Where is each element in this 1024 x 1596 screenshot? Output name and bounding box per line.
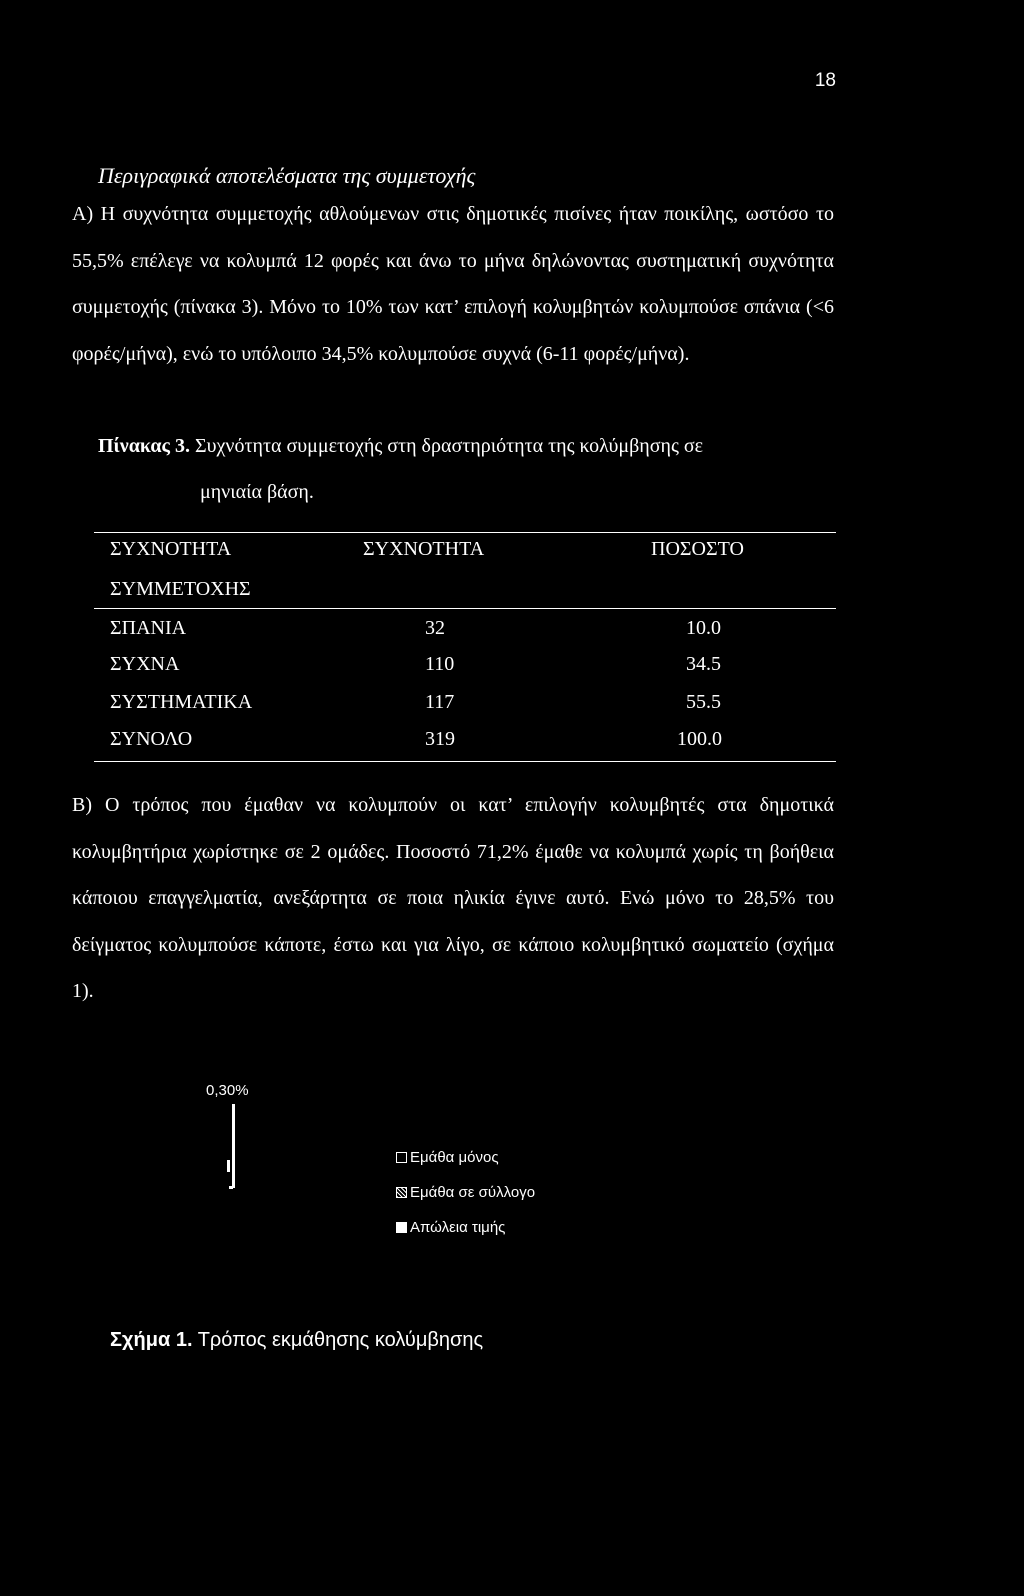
page-number: 18 [814, 70, 836, 91]
table-header-rule [94, 608, 836, 609]
table-row-frequency: 319 [425, 728, 455, 750]
legend-item [396, 1219, 505, 1236]
paragraph-b: Β) Ο τρόπος που έμαθαν να κολυμπούν οι κατ’ επιλογήν κολυμβητές στα δημοτικά κολυμβητήρια χωρίστηκε σε 2 ομάδες. Ποσοστό 71,2% έμαθε να κολυμπά χωρίς τη βοήθεια κάποιου επαγγελματία, ανεξάρτητα σε ποια ηλικία έγινε αυτό. Ενώ μόνο το 28,5% του δείγματος κολυμπούσε κάποτε, έστω και για λίγο, σε κάποιο κολυμβητικό σωματείο (σχήμα 1). [72, 794, 834, 1002]
chart-leader-line [232, 1104, 235, 1188]
legend-label: Απώλεια τιμής [410, 1219, 506, 1236]
table-caption-continuation: μηνιαία βάση. [200, 481, 314, 503]
paragraph-a: Α) Η συχνότητα συμμετοχής αθλούμενων στις δημοτικές πισίνες ήταν ποικίλης, ωστόσο το 55,5% επέλεγε να κολυμπά 12 φορές και άνω το μήνα δηλώνοντας συστηματική συχνότητα συμμετοχής (πίνακα 3). Μόνο το 10% των κατ’ επιλογή κολυμβητών κολυμπούσε σπάνια (<6 φορές/μήνα), ενώ το υπόλοιπο 34,5% κολυμπούσε συχνά (6-11 φορές/μήνα). [72, 203, 834, 365]
legend-swatch-open [396, 1152, 407, 1163]
table-caption-lead: Πίνακας 3. [98, 435, 190, 457]
figure-caption-text: Τρόπος εκμάθησης κολύμβησης [197, 1329, 484, 1351]
table-header-percent: ΠΟΣΟΣΤΟ [651, 538, 744, 560]
table-row-frequency: 117 [425, 691, 455, 713]
table-top-rule [94, 532, 836, 533]
chart-leader-foot [229, 1186, 233, 1189]
table-row-frequency: 110 [425, 653, 455, 675]
table-row-category: ΣΠΑΝΙΑ [110, 617, 187, 639]
legend-item [396, 1184, 535, 1201]
table-header-category-line1: ΣΥΧΝΟΤΗΤΑ [110, 538, 232, 560]
section-heading: Περιγραφικά αποτελέσματα της συμμετοχής [98, 163, 476, 188]
table-caption-text: Συχνότητα συμμετοχής στη δραστηριότητα της κολύμβησης σε [194, 435, 704, 457]
table-row-category: ΣΥΧΝΑ [110, 653, 180, 675]
legend-swatch-hatched [396, 1187, 407, 1198]
table-row-category: ΣΥΣΤΗΜΑΤΙΚΑ [110, 691, 253, 713]
chart-leader-tick [227, 1160, 230, 1172]
figure-caption [110, 1329, 483, 1352]
table-row-frequency: 32 [425, 617, 445, 639]
table-row-percent: 10.0 [686, 617, 721, 639]
table-header-category-line2: ΣΥΜΜΕΤΟΧΗΣ [110, 578, 251, 600]
table-header-frequency: ΣΥΧΝΟΤΗΤΑ [363, 538, 485, 560]
table-bottom-rule [94, 761, 836, 762]
legend-label: Εμάθα μόνος [410, 1149, 499, 1166]
legend-item [396, 1149, 499, 1166]
table-row-percent: 34.5 [686, 653, 721, 675]
table-row-percent: 100.0 [677, 728, 722, 750]
table-caption [98, 423, 838, 515]
chart-data-label: 0,30% [206, 1082, 249, 1099]
legend-label: Εμάθα σε σύλλογο [410, 1184, 536, 1201]
figure-caption-lead: Σχήμα 1. [110, 1329, 193, 1351]
table-row-category: ΣΥΝΟΛΟ [110, 728, 193, 750]
table-row-percent: 55.5 [686, 691, 721, 713]
legend-swatch-solid [396, 1222, 407, 1233]
